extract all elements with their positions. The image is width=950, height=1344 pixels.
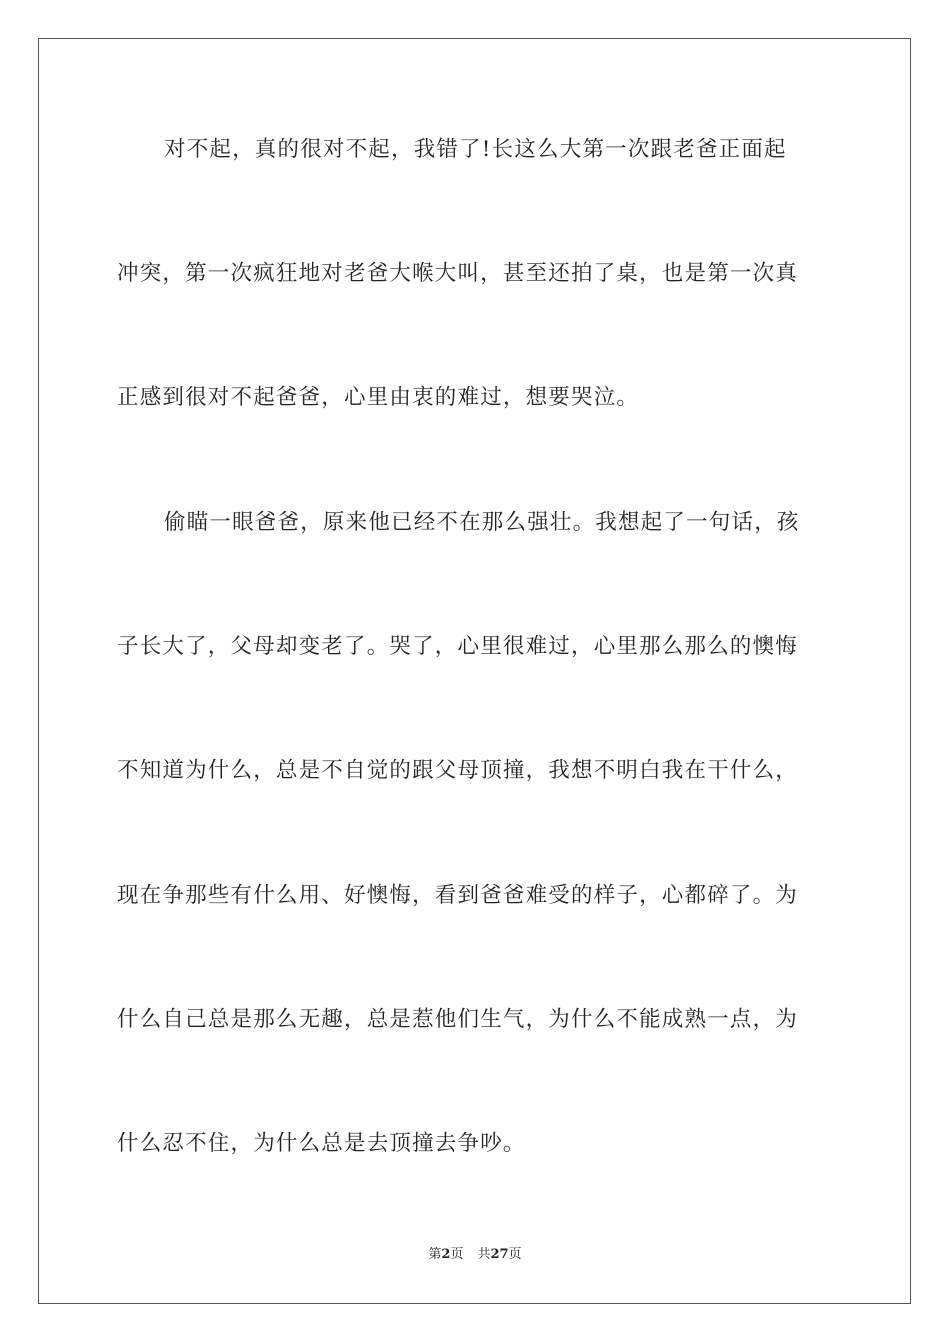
footer-page-suffix: 页	[450, 1247, 464, 1262]
footer-total-prefix: 共	[477, 1247, 491, 1262]
text-line-9: 什么忍不住，为什么总是去顶撞去争吵。	[117, 1131, 526, 1156]
text-line-8: 什么自己总是那么无趣，总是惹他们生气，为什么不能成熟一点，为	[117, 1007, 799, 1032]
page-border	[38, 38, 911, 1304]
text-line-4: 偷瞄一眼爸爸，原来他已经不在那么强壮。我想起了一句话，孩	[164, 510, 800, 535]
text-line-1: 对不起，真的很对不起，我错了!长这么大第一次跟老爸正面起	[164, 137, 787, 162]
footer-page-prefix: 第	[428, 1247, 442, 1262]
footer-total-pages: 27	[490, 1247, 509, 1262]
footer-total-suffix: 页	[508, 1247, 522, 1262]
text-line-6: 不知道为什么，总是不自觉的跟父母顶撞，我想不明白我在干什么，	[117, 758, 799, 783]
footer-page-number: 2	[441, 1247, 451, 1262]
text-line-7: 现在争那些有什么用、好懊悔，看到爸爸难受的样子，心都碎了。为	[117, 883, 799, 908]
text-line-3: 正感到很对不起爸爸，心里由衷的难过，想要哭泣。	[117, 385, 640, 410]
page-footer	[0, 1246, 950, 1264]
text-line-2: 冲突，第一次疯狂地对老爸大喉大叫，甚至还拍了桌，也是第一次真	[117, 261, 799, 286]
text-line-5: 子长大了，父母却变老了。哭了，心里很难过，心里那么那么的懊悔	[117, 634, 799, 659]
